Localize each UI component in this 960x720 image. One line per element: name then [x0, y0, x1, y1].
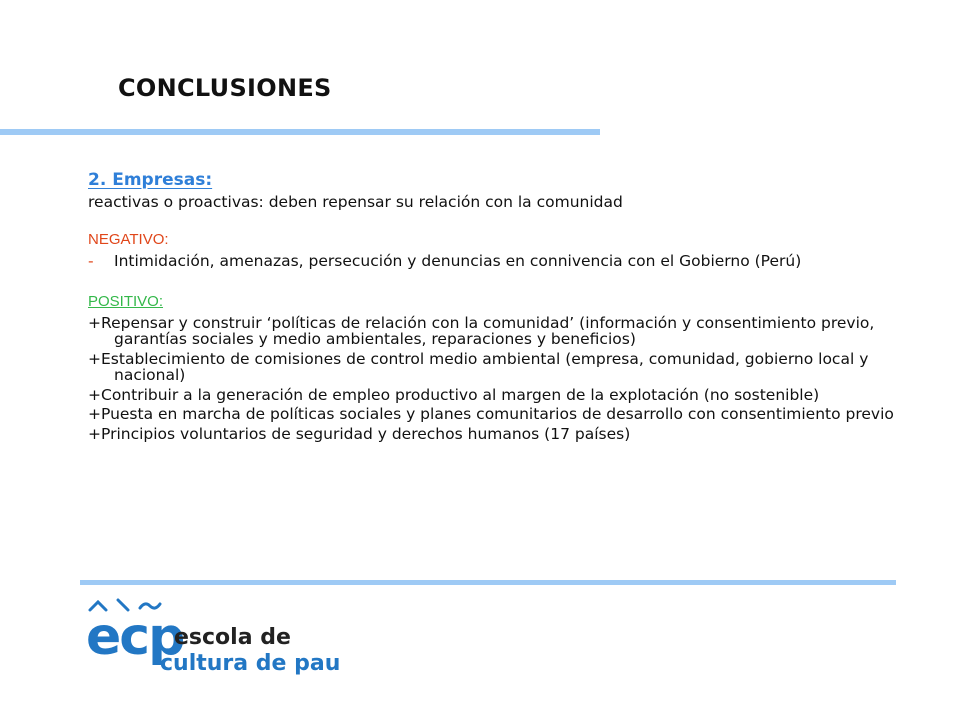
- positive-item-text: Repensar y construir ‘políticas de relación con la comunidad’ (información y consentimiento previo, garantías sociales y medio ambientales, reparaciones y beneficios): [101, 313, 875, 348]
- positive-item: [88, 387, 898, 404]
- plus-bullet: +: [88, 385, 101, 404]
- positive-item-text: Contribuir a la generación de empleo productivo al margen de la explotación (no sostenible): [101, 385, 820, 404]
- positive-item: [88, 315, 898, 348]
- positive-item: [88, 426, 898, 443]
- negative-list: [88, 253, 898, 270]
- logo-line2: cultura de pau: [160, 651, 341, 676]
- positive-item-text: Principios voluntarios de seguridad y derechos humanos (17 países): [101, 424, 631, 443]
- plus-bullet: +: [88, 313, 101, 332]
- dash-bullet: -: [88, 252, 94, 270]
- slide-content: [88, 170, 898, 442]
- negative-item: [88, 253, 898, 270]
- negative-label: NEGATIVO:: [88, 231, 169, 248]
- logo-line1: escola de: [174, 625, 291, 650]
- negative-item-text: Intimidación, amenazas, persecución y denuncias en connivencia con el Gobierno (Perú): [114, 252, 802, 270]
- slide-title: CONCLUSIONES: [118, 74, 332, 102]
- plus-bullet: +: [88, 405, 101, 423]
- positive-label: POSITIVO:: [88, 292, 164, 310]
- title-divider: [0, 129, 600, 135]
- footer-divider: [80, 580, 896, 585]
- plus-bullet: +: [88, 424, 101, 443]
- section-heading: 2. Empresas:: [88, 170, 213, 190]
- ecp-logo: [82, 596, 342, 680]
- logo-mark: ecp: [86, 607, 184, 667]
- positive-list: [88, 315, 898, 443]
- plus-bullet: +: [88, 349, 101, 368]
- positive-item: [88, 406, 898, 423]
- positive-item-text: Establecimiento de comisiones de control medio ambiental (empresa, comunidad, gobierno local y nacional): [101, 349, 869, 384]
- positive-item-text: Puesta en marcha de políticas sociales y planes comunitarios de desarrollo con consentimiento previo: [101, 405, 894, 423]
- positive-item: [88, 351, 898, 384]
- section-subtitle: reactivas o proactivas: deben repensar su relación con la comunidad: [88, 193, 623, 211]
